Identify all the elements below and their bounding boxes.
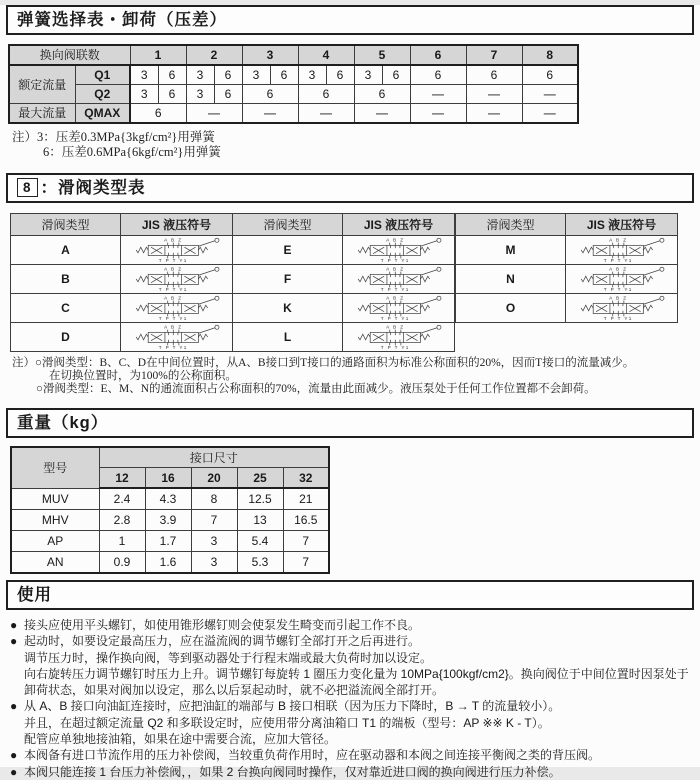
t1-cell: — [522, 104, 578, 124]
bullet-icon: ● [10, 748, 18, 763]
jis-symbol-cell [566, 236, 678, 265]
t3-model-cell: AN [11, 552, 99, 574]
svg-text:A B Z: A B Z [608, 295, 627, 301]
svg-text:T P T Y1: T P T Y1 [158, 345, 188, 351]
t3-value-cell: 7 [283, 552, 329, 574]
t3-value-cell: 3 [191, 531, 237, 552]
t1-qmax-label: QMAX [75, 104, 130, 124]
svg-text:T P T Y1: T P T Y1 [158, 316, 188, 322]
section-title-spring-selection [6, 5, 694, 35]
section-title-text: 使用 [17, 586, 52, 604]
t3-value-cell: 1.6 [145, 552, 191, 574]
t3-value-cell: 4.3 [145, 488, 191, 510]
jis-symbol-cell [566, 265, 678, 294]
t3-value-cell: 3.9 [145, 510, 191, 531]
note-line: 在切换位置时，为100%的公称面积。 [49, 370, 237, 382]
usage-line: 本阀只能连接 1 台压力补偿阀，，如果 2 台换向阀同时操作，仅对靠近进口阀的换向阀进行压力补偿。 [24, 764, 561, 779]
section-title-text: 重量（kg） [17, 414, 109, 432]
t3-value-cell: 3 [191, 552, 237, 574]
t1-cell: 6 [354, 85, 410, 104]
t2-row [11, 294, 455, 323]
t3-size-col: 20 [191, 468, 237, 489]
catalog-page [0, 5, 700, 779]
svg-text:A B Z: A B Z [608, 266, 627, 272]
t3-value-cell: 21 [283, 488, 329, 510]
t1-max-flow-label: 最大流量 [9, 104, 75, 124]
t1-station-7: 7 [466, 45, 522, 65]
t3-value-cell: 1.7 [145, 531, 191, 552]
t2-type-header: 滑阀类型 [11, 214, 121, 236]
t3-model-cell: MHV [11, 510, 99, 531]
t1-station-3: 3 [242, 45, 298, 65]
jis-symbol-cell [343, 265, 455, 294]
svg-text:A B Z: A B Z [163, 237, 182, 243]
usage-line: 向右旋转压力调节螺钉时压力上升。调节螺钉每旋转 1 圈压力变化量为 10MPa{100kgf/cm2}。换向阀位于中间位置时因泵处于卸荷状态，如果对阀加以设定，那么以后泵起动时，就不必把溢流阀全部打开。 [24, 666, 689, 698]
t2-type-header: 滑阀类型 [233, 214, 343, 236]
spool-type-cell: L [233, 323, 343, 352]
jis-valve-symbol-icon [347, 324, 451, 350]
t1-station-1: 1 [130, 45, 186, 65]
spool-type-cell: N [456, 265, 566, 294]
spool-type-cell: C [11, 294, 121, 323]
t3-value-cell: 2.4 [99, 488, 145, 510]
spool-type-cell: K [233, 294, 343, 323]
jis-symbol-cell [121, 265, 233, 294]
t1-cell: 6 [522, 65, 578, 85]
spool-type-cell: D [11, 323, 121, 352]
jis-valve-symbol-icon [125, 295, 229, 321]
t2-row [11, 236, 455, 265]
t3-value-cell: 16.5 [283, 510, 329, 531]
t1-station-2: 2 [186, 45, 242, 65]
spool-table-right [455, 213, 678, 323]
section-title-spool-types [6, 173, 694, 203]
usage-line: 起动时，如要设定最高压力，应在溢流阀的调节螺钉全部打开之后再进行。 [24, 634, 421, 649]
svg-text:T P T Y1: T P T Y1 [158, 287, 188, 293]
usage-item [10, 747, 694, 763]
t1-cell: 3 [130, 65, 158, 85]
jis-valve-symbol-icon [570, 237, 674, 263]
t1-cell: 3 [242, 65, 270, 85]
t3-value-cell: 13 [237, 510, 283, 531]
t3-row [11, 552, 329, 574]
t1-cell: — [410, 104, 466, 124]
svg-text:T P T Y1: T P T Y1 [380, 345, 410, 351]
jis-valve-symbol-icon [347, 295, 451, 321]
t3-row [11, 488, 329, 510]
section-number-box: 8 [17, 178, 38, 197]
t1-station-5: 5 [354, 45, 410, 65]
note-line: ○滑阀类型：E、M、N的通流面积占公称面积的70%，流量由此面减少。液压泵处于任何工作位置都不会卸荷。 [36, 383, 596, 395]
svg-text:A B Z: A B Z [385, 295, 404, 301]
t1-cell: — [410, 85, 466, 104]
t3-value-cell: 5.4 [237, 531, 283, 552]
t3-value-cell: 12.5 [237, 488, 283, 510]
note-line: 6：压差0.6MPa{6kgf/cm²}用弹簧 [43, 145, 221, 159]
svg-text:A B Z: A B Z [608, 237, 627, 243]
usage-item [10, 617, 694, 633]
spool-type-cell: B [11, 265, 121, 294]
svg-text:T P T Y1: T P T Y1 [380, 287, 410, 293]
t3-size-col: 12 [99, 468, 145, 489]
spool-table-notes [12, 357, 700, 396]
jis-symbol-cell [343, 323, 455, 352]
spool-table-left [10, 213, 455, 352]
t2-row [456, 294, 678, 323]
t3-header-row-1 [11, 447, 329, 468]
section-title-usage [6, 580, 694, 610]
spring-selection-table [8, 44, 579, 124]
t3-value-cell: 0.9 [99, 552, 145, 574]
svg-text:A B Z: A B Z [385, 237, 404, 243]
svg-text:T P T Y1: T P T Y1 [380, 316, 410, 322]
t1-q2-label: Q2 [75, 85, 130, 104]
svg-text:A B Z: A B Z [163, 266, 182, 272]
spool-type-cell: E [233, 236, 343, 265]
t3-size-col: 16 [145, 468, 191, 489]
t3-value-cell: 7 [283, 531, 329, 552]
bullet-icon: ● [10, 618, 18, 632]
spool-type-tables [10, 213, 700, 352]
t3-size-col: 25 [237, 468, 283, 489]
t2-header-row [456, 214, 678, 236]
svg-text:T P T Y1: T P T Y1 [158, 258, 188, 264]
jis-valve-symbol-icon [347, 266, 451, 292]
usage-item [10, 633, 694, 698]
t1-cell: 6 [130, 104, 186, 124]
t1-qmax-row [9, 104, 578, 124]
t1-cell: — [242, 104, 298, 124]
t2-row [456, 265, 678, 294]
t1-cell: 6 [410, 65, 466, 85]
jis-symbol-cell [121, 236, 233, 265]
t3-model-header: 型号 [11, 447, 99, 488]
t2-row [456, 236, 678, 265]
t2-row [11, 323, 455, 352]
t1-cell: 3 [186, 85, 214, 104]
t1-cell: — [522, 85, 578, 104]
jis-valve-symbol-icon [125, 324, 229, 350]
note-line: 注）○滑阀类型：B、C、D在中间位置时，从A、B接口到T接口的通路面积为标准公称面积的20%，因而T接口的流量减少。 [12, 357, 635, 369]
spool-type-cell: O [456, 294, 566, 323]
svg-text:A B Z: A B Z [385, 324, 404, 330]
spool-type-cell: M [456, 236, 566, 265]
t1-cell: — [354, 104, 410, 124]
usage-item [10, 764, 694, 780]
t3-value-cell: 2.8 [99, 510, 145, 531]
t1-cell: 6 [382, 65, 410, 85]
t1-header-row [9, 45, 578, 65]
t1-cell: — [466, 85, 522, 104]
svg-text:A B Z: A B Z [163, 324, 182, 330]
svg-text:T P T Y1: T P T Y1 [603, 287, 633, 293]
jis-valve-symbol-icon [570, 266, 674, 292]
section-title-text: ：滑阀类型表 [40, 179, 146, 197]
spool-type-cell: F [233, 265, 343, 294]
t1-cell: 6 [158, 85, 186, 104]
usage-line: 配管应单独地接油箱，如果在途中需要合流，应加大管径。 [24, 732, 337, 747]
t3-row [11, 510, 329, 531]
t3-model-cell: MUV [11, 488, 99, 510]
t1-cell: 6 [214, 85, 242, 104]
spool-type-cell: A [11, 236, 121, 265]
t1-cell: 6 [298, 85, 354, 104]
usage-line: 本阀备有进口节流作用的压力补偿阀，当较重负荷作用时，应在驱动器和本阀之间连接平衡阀之类的背压阀。 [24, 748, 601, 763]
t2-type-header: 滑阀类型 [456, 214, 566, 236]
t2-row [11, 265, 455, 294]
usage-notes [10, 617, 694, 780]
svg-text:A B Z: A B Z [385, 266, 404, 272]
t1-cell: 3 [130, 85, 158, 104]
t1-cell: 6 [214, 65, 242, 85]
bullet-icon: ● [10, 764, 18, 779]
t1-q2-row [9, 85, 578, 104]
t1-cell: 6 [158, 65, 186, 85]
jis-valve-symbol-icon [347, 237, 451, 263]
bullet-icon: ● [10, 699, 18, 714]
t1-cell: — [298, 104, 354, 124]
jis-symbol-cell [566, 294, 678, 323]
weight-table [10, 446, 330, 574]
jis-symbol-cell [121, 294, 233, 323]
jis-valve-symbol-icon [125, 237, 229, 263]
t3-size-col: 32 [283, 468, 329, 489]
t1-station-6: 6 [410, 45, 466, 65]
t2-header-row [11, 214, 455, 236]
svg-text:A B Z: A B Z [163, 295, 182, 301]
svg-text:T P T Y1: T P T Y1 [603, 316, 633, 322]
t1-cell: — [466, 104, 522, 124]
t1-corner-label: 换向阀联数 [9, 45, 130, 65]
t3-value-cell: 1 [99, 531, 145, 552]
jis-symbol-cell [343, 236, 455, 265]
t1-rated-flow-label: 额定流量 [9, 65, 75, 104]
t2-symbol-header: JIS 液压符号 [121, 214, 233, 236]
t2-symbol-header: JIS 液压符号 [343, 214, 455, 236]
bullet-icon: ● [10, 634, 18, 649]
svg-text:T P T Y1: T P T Y1 [603, 258, 633, 264]
usage-line: 接头应使用平头螺钉，如使用锥形螺钉则会使泵发生畸变而引起工作不良。 [24, 618, 421, 632]
svg-text:T P T Y1: T P T Y1 [380, 258, 410, 264]
t1-cell: 6 [326, 65, 354, 85]
t1-q1-row [9, 65, 578, 85]
section-title-weight [6, 408, 694, 438]
section-title-text: 弹簧选择表・卸荷（压差） [17, 11, 227, 29]
t1-station-4: 4 [298, 45, 354, 65]
t1-cell: 3 [354, 65, 382, 85]
jis-valve-symbol-icon [570, 295, 674, 321]
t3-size-header: 接口尺寸 [99, 447, 329, 468]
t1-station-8: 8 [522, 45, 578, 65]
t1-q1-label: Q1 [75, 65, 130, 85]
t3-value-cell: 7 [191, 510, 237, 531]
t1-cell: 3 [186, 65, 214, 85]
t3-model-cell: AP [11, 531, 99, 552]
t3-row [11, 531, 329, 552]
jis-symbol-cell [121, 323, 233, 352]
jis-symbol-cell [343, 294, 455, 323]
usage-line: 并且，在超过额定流量 Q2 和多联设定时，应使用带分离油箱口 T1 的端板（型号：AP ※※ K - T）。 [24, 715, 550, 730]
t1-cell: 6 [242, 85, 298, 104]
t3-value-cell: 5.3 [237, 552, 283, 574]
jis-valve-symbol-icon [125, 266, 229, 292]
t1-cell: — [186, 104, 242, 124]
usage-line: 从 A、B 接口向油缸连接时，应把油缸的端部与 B 接口相联（因为压力下降时，B → T 的流量较小）。 [24, 699, 561, 714]
t1-cell: 3 [298, 65, 326, 85]
usage-item [10, 698, 694, 747]
note-line: 注）3：压差0.3MPa{3kgf/cm²}用弹簧 [12, 130, 215, 144]
usage-line: 调节压力时，操作换向阀，等到驱动器处于行程末端或最大负荷时加以设定。 [24, 650, 433, 665]
t1-cell: 6 [270, 65, 298, 85]
t1-cell: 6 [466, 65, 522, 85]
t2-symbol-header: JIS 液压符号 [566, 214, 678, 236]
t3-value-cell: 8 [191, 488, 237, 510]
spring-table-notes [12, 130, 700, 160]
